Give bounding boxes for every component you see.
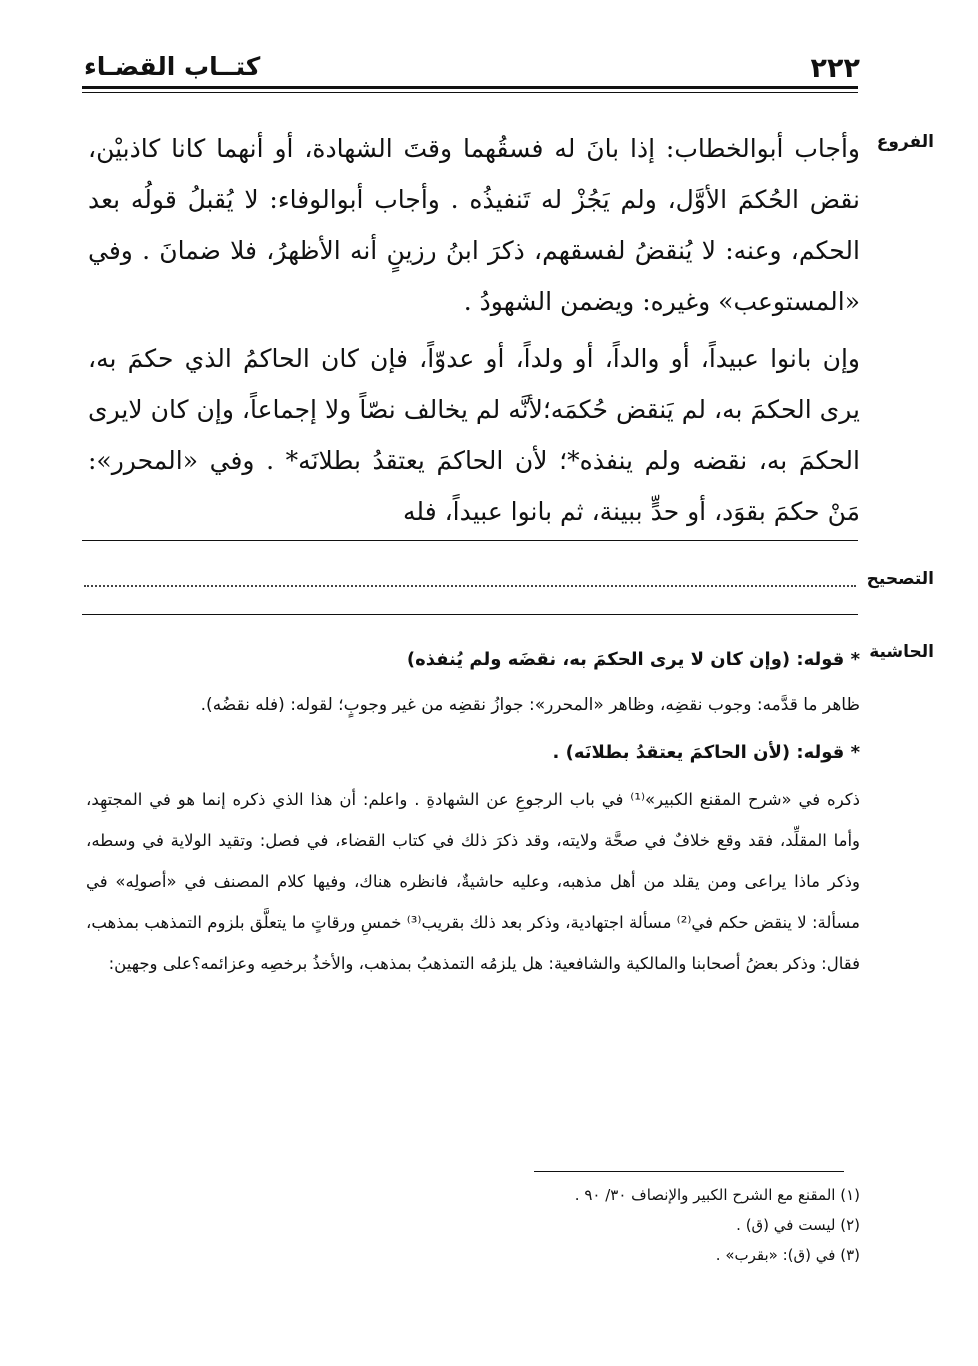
hashiya-text (86, 640, 860, 984)
hashiya-paragraph: ظاهر ما قدَّمه: وجوب نقضِه، وظاهر «المحرر»: جوازُ نقضِه من غير وجوبٍ؛ لقوله: (فله نقضُه). (200, 695, 860, 715)
footnote-rule (534, 1171, 844, 1172)
hashiya-heading: * قوله: (لأن الحاكمَ يعتقدُ بطلانَه) . (552, 742, 860, 763)
footnote: (٣) في (ق): «بقرب» . (715, 1246, 860, 1264)
hashiya-paragraph: ذكره في «شرح المقنع الكبير»⁽¹⁾ في باب الرجوعِ عن الشهادةِ . واعلم: أن هذا الذي ذكره إنما هو في المجتهِد، وأما المقلِّد، فقد وقع خلافٌ في صحَّة ولايته، وقد ذكرَ ذلك في كتاب القضاء، في فصل: وتقيد الولاية في وسطه، وذكر ماذا يراعى ومن يقلد من أهل مذهبه، وعليه حاشيةٌ، فانظره هناك، وفيها كلام المصنف في «أصولِه» في مسألة: لا ينقض حكم في⁽²⁾ مسألة اجتهادية، وذكر بعد ذلك بقريب⁽³⁾ خمسِ ورقاتٍ ما يتعلَّق بلزوم التمذهب بمذهب، فقال: وذكر بعضُ أصحابنا والمالكية والشافعية: هل يلزمُه التمذهبُ بمذهب، والأخذُ برخصِه وعزائمه؟على وجهين: (86, 790, 861, 973)
margin-label-tashih: التصحيح (866, 569, 934, 589)
page-number: ٢٢٢ (810, 53, 860, 84)
header-rule-thin (82, 92, 858, 93)
header-rule-thick (82, 86, 858, 89)
margin-label-hashiya: الحاشية (869, 642, 934, 662)
footnote: (١) المقنع مع الشرح الكبير والإنصاف ٣٠/ ٩٠ . (574, 1186, 860, 1204)
correction-end-rule (82, 614, 858, 615)
running-title: كتــاب القضـاء (84, 52, 261, 81)
main-text (88, 123, 860, 537)
main-paragraph: وأجاب أبوالخطاب: إذا بانَ له فسقُهما وقتَ الشهادة، أو أنهما كانا كاذبيْن، نقض الحُكمَ الأوَّل، ولم يَجُزْ له تَنفيذُه . وأجاب أبوالوفاء: لا يُقبلُ قولُه بعد الحكم، وعنه: لا يُنقضُ لفسقهم، ذكرَ ابنُ رزينٍ أنه الأظهرُ، فلا ضمانَ . وفي «المستوعب» وغيره: ويضمن الشهودُ . (88, 134, 860, 316)
main-paragraph: وإن بانوا عبيداً، أو والداً، أو ولداً، أو عدوّاً، فإن كان الحاكمُ الذي حكمَ به، يرى الحكمَ به، لم يَنقض حُكمَه؛لأنَّه لم يخالف نصّاً ولا إجماعاً، وإن كان لايرى الحكمَ به، نقضه ولم ينفذه*؛ لأن الحاكمَ يعتقدُ بطلانَه* . وفي «المحرر»: مَنْ حكمَ بقوَد، أو حدٍّ ببينة، ثم بانوا عبيداً، فله (88, 344, 860, 526)
main-end-rule (82, 540, 858, 541)
footnote: (٢) ليست في (ق) . (736, 1216, 860, 1234)
correction-dotted-line (84, 585, 856, 587)
hashiya-heading: * قوله: (وإن كان لا يرى الحكمَ به، نقضَه ولم يُنفذه) (406, 649, 860, 670)
footnotes (360, 1180, 860, 1270)
margin-label-furu: الفروع (876, 132, 934, 152)
